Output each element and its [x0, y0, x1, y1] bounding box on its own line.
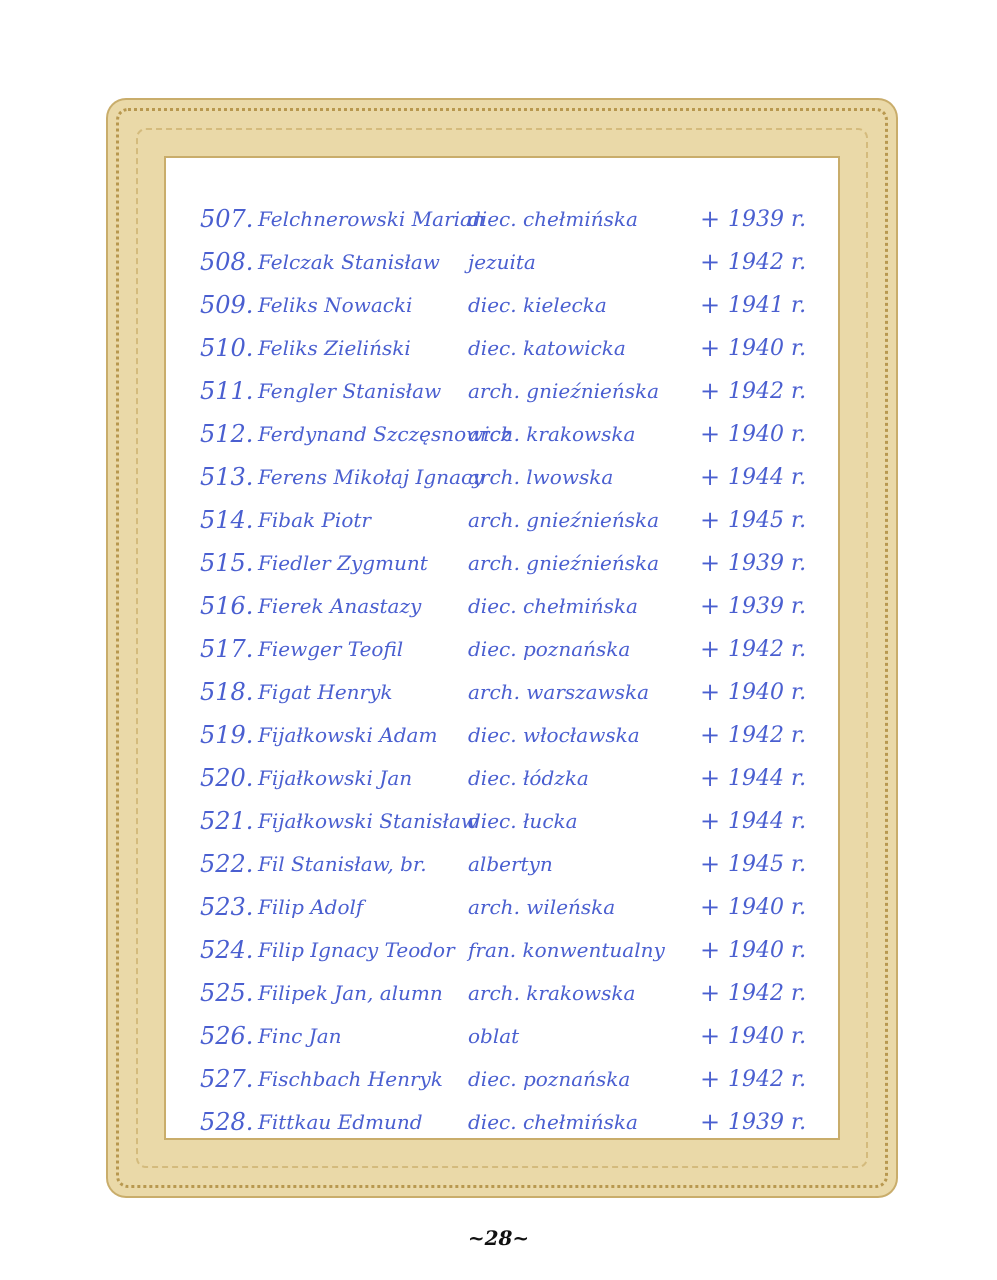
entry-number: 508. — [200, 248, 254, 276]
death-cross-icon: + — [700, 979, 721, 1007]
list-item — [200, 456, 820, 499]
death-cross-icon: + — [700, 592, 721, 620]
entry-year: 1942 r. — [728, 250, 807, 275]
list-item — [200, 671, 820, 714]
death-cross-icon: + — [700, 1065, 721, 1093]
death-cross-icon: + — [700, 936, 721, 964]
death-cross-icon: + — [700, 463, 721, 491]
entry-name: Fierek Anastazy — [258, 594, 422, 618]
entry-year: 1940 r. — [728, 336, 807, 361]
death-cross-icon: + — [700, 850, 721, 878]
entry-number: 526. — [200, 1022, 254, 1050]
list-item — [200, 327, 820, 370]
entry-diocese: diec. poznańska — [468, 1067, 631, 1091]
entry-name: Fijałkowski Jan — [258, 766, 413, 790]
entry-diocese: arch. gnieźnieńska — [468, 379, 660, 403]
entry-number: 523. — [200, 893, 254, 921]
list-item — [200, 628, 820, 671]
entry-year: 1945 r. — [728, 508, 807, 533]
death-cross-icon: + — [700, 1022, 721, 1050]
entry-diocese: arch. warszawska — [468, 680, 650, 704]
entry-diocese: arch. gnieźnieńska — [468, 551, 660, 575]
death-cross-icon: + — [700, 678, 721, 706]
death-cross-icon: + — [700, 721, 721, 749]
entry-diocese: arch. wileńska — [468, 895, 616, 919]
entry-year: 1939 r. — [728, 207, 807, 232]
list-item — [200, 499, 820, 542]
entry-diocese: arch. krakowska — [468, 981, 636, 1005]
entry-name: Fil Stanisław, br. — [258, 852, 427, 876]
entry-year: 1942 r. — [728, 981, 807, 1006]
entry-number: 510. — [200, 334, 254, 362]
entry-number: 525. — [200, 979, 254, 1007]
entry-number: 514. — [200, 506, 254, 534]
death-cross-icon: + — [700, 635, 721, 663]
entry-name: Fibak Piotr — [258, 508, 371, 532]
entry-number: 509. — [200, 291, 254, 319]
entry-diocese: diec. łucka — [468, 809, 578, 833]
death-cross-icon: + — [700, 893, 721, 921]
entry-year: 1942 r. — [728, 379, 807, 404]
entry-name: Filipek Jan, alumn — [258, 981, 443, 1005]
entry-diocese: oblat — [468, 1024, 520, 1048]
list-item — [200, 284, 820, 327]
entry-name: Filip Ignacy Teodor — [258, 938, 455, 962]
entry-diocese: diec. włocławska — [468, 723, 640, 747]
entry-diocese: albertyn — [468, 852, 553, 876]
list-item — [200, 714, 820, 757]
entry-diocese: arch. gnieźnieńska — [468, 508, 660, 532]
entry-name: Fijałkowski Stanisław — [258, 809, 479, 833]
entry-name: Fijałkowski Adam — [258, 723, 438, 747]
entry-year: 1939 r. — [728, 594, 807, 619]
entry-name: Figat Henryk — [258, 680, 393, 704]
entry-number: 512. — [200, 420, 254, 448]
entry-number: 513. — [200, 463, 254, 491]
entry-diocese: arch. krakowska — [468, 422, 636, 446]
entry-number: 516. — [200, 592, 254, 620]
entry-name: Fiewger Teofil — [258, 637, 404, 661]
entry-name: Ferens Mikołaj Ignacy — [258, 465, 484, 489]
entry-name: Feliks Nowacki — [258, 293, 413, 317]
entry-number: 524. — [200, 936, 254, 964]
death-cross-icon: + — [700, 291, 721, 319]
entry-number: 511. — [200, 377, 254, 405]
entry-number: 528. — [200, 1108, 254, 1136]
entry-year: 1940 r. — [728, 680, 807, 705]
death-cross-icon: + — [700, 420, 721, 448]
list-item — [200, 929, 820, 972]
entry-diocese: diec. chełmińska — [468, 594, 638, 618]
list-item — [200, 886, 820, 929]
death-cross-icon: + — [700, 205, 721, 233]
death-cross-icon: + — [700, 807, 721, 835]
entry-year: 1944 r. — [728, 465, 807, 490]
death-cross-icon: + — [700, 248, 721, 276]
entry-diocese: fran. konwentualny — [468, 938, 665, 962]
entry-year: 1939 r. — [728, 551, 807, 576]
entry-name: Felchnerowski Marian — [258, 207, 485, 231]
list-item — [200, 542, 820, 585]
death-cross-icon: + — [700, 506, 721, 534]
entry-year: 1940 r. — [728, 938, 807, 963]
entry-name: Fiedler Zygmunt — [258, 551, 428, 575]
entry-year: 1940 r. — [728, 422, 807, 447]
entry-year: 1940 r. — [728, 1024, 807, 1049]
list-item — [200, 1015, 820, 1058]
list-item — [200, 757, 820, 800]
page-number: ~28~ — [467, 1226, 530, 1250]
entry-number: 520. — [200, 764, 254, 792]
entry-number: 517. — [200, 635, 254, 663]
entry-name: Fengler Stanisław — [258, 379, 442, 403]
entry-name: Filip Adolf — [258, 895, 364, 919]
entry-year: 1945 r. — [728, 852, 807, 877]
entry-year: 1942 r. — [728, 1067, 807, 1092]
entry-name: Fittkau Edmund — [258, 1110, 423, 1134]
list-item — [200, 1058, 820, 1101]
list-item — [200, 198, 820, 241]
list-item — [200, 800, 820, 843]
entry-name: Ferdynand Szczęsnowicz — [258, 422, 512, 446]
entry-diocese: diec. chełmińska — [468, 207, 638, 231]
entry-name: Fischbach Henryk — [258, 1067, 443, 1091]
list-item — [200, 843, 820, 886]
list-item — [200, 585, 820, 628]
entry-year: 1944 r. — [728, 809, 807, 834]
death-cross-icon: + — [700, 377, 721, 405]
entry-name: Finc Jan — [258, 1024, 342, 1048]
entry-diocese: jezuita — [468, 250, 536, 274]
entry-year: 1941 r. — [728, 293, 807, 318]
entry-number: 527. — [200, 1065, 254, 1093]
entry-diocese: diec. poznańska — [468, 637, 631, 661]
entry-year: 1942 r. — [728, 723, 807, 748]
entry-year: 1939 r. — [728, 1110, 807, 1135]
entry-diocese: arch. lwowska — [468, 465, 614, 489]
entry-number: 521. — [200, 807, 254, 835]
entry-number: 507. — [200, 205, 254, 233]
entry-diocese: diec. kielecka — [468, 293, 607, 317]
death-cross-icon: + — [700, 334, 721, 362]
list-item — [200, 413, 820, 456]
entry-name: Felczak Stanisław — [258, 250, 440, 274]
entry-diocese: diec. chełmińska — [468, 1110, 638, 1134]
entry-year: 1942 r. — [728, 637, 807, 662]
death-cross-icon: + — [700, 549, 721, 577]
list-item — [200, 1101, 820, 1144]
entry-number: 515. — [200, 549, 254, 577]
entry-number: 518. — [200, 678, 254, 706]
entry-year: 1944 r. — [728, 766, 807, 791]
entry-number: 519. — [200, 721, 254, 749]
death-cross-icon: + — [700, 764, 721, 792]
list-item — [200, 370, 820, 413]
entry-number: 522. — [200, 850, 254, 878]
entry-name: Feliks Zieliński — [258, 336, 411, 360]
entry-diocese: diec. katowicka — [468, 336, 626, 360]
entry-year: 1940 r. — [728, 895, 807, 920]
death-cross-icon: + — [700, 1108, 721, 1136]
list-item — [200, 241, 820, 284]
list-item — [200, 972, 820, 1015]
entry-list — [200, 198, 820, 1144]
entry-diocese: diec. łódzka — [468, 766, 589, 790]
